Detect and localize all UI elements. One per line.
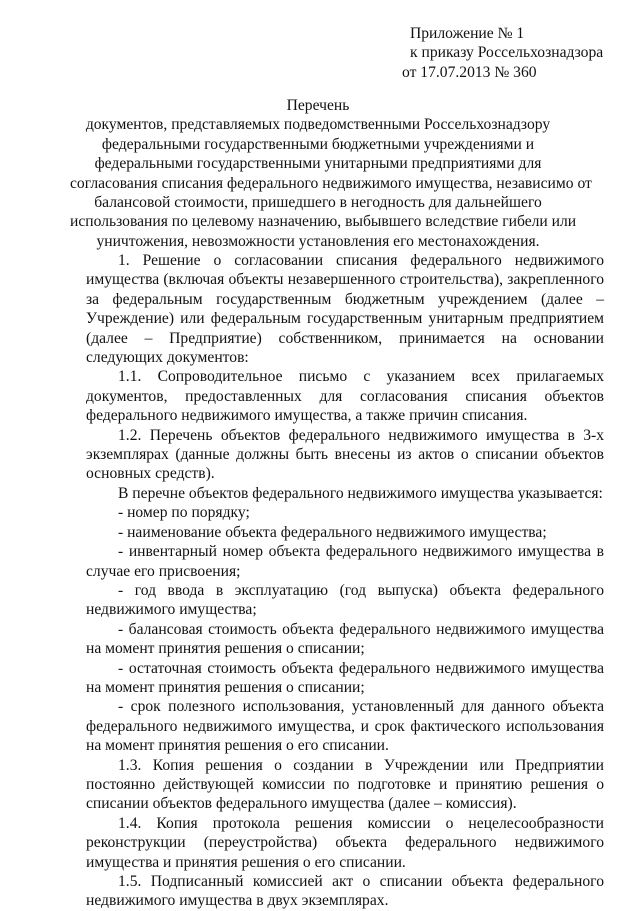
title-line: федеральными государственными бюджетными учреждениями и (101, 135, 535, 153)
list-item: - инвентарный номер объекта федерального недвижимого имущества в случае его присвоения; (86, 543, 604, 580)
paragraph-1-2: 1.2. Перечень объектов федерального недвижимого имущества в 3-х экземплярах (данные должны быть внесены из актов о списании объектов основных средств). (86, 426, 604, 483)
document-body (86, 251, 604, 911)
title-line: уничтожения, невозможности установления его местонахождения. (96, 232, 540, 250)
list-item: - год ввода в эксплуатацию (год выпуска) объекта федерального недвижимого имущества; (86, 581, 604, 619)
title-line: согласования списания федерального недвижимого имущества, независимо от (70, 174, 592, 192)
document-title (70, 96, 592, 251)
title-line: использования по целевому назначению, выбывшего вследствие гибели или (70, 213, 577, 231)
appendix-header (402, 24, 632, 82)
list-item: - остаточная стоимость объекта федерального недвижимого имущества на момент принятия решения о списании; (86, 659, 604, 696)
title-heading: Перечень (286, 97, 350, 114)
paragraph-1-4: 1.4. Копия протокола решения комиссии о нецелесообразности реконструкции (переустройства) объекта федерального недвижимого имущества и принятия решения о его списании. (86, 814, 604, 871)
appendix-order-date: от 17.07.2013 № 360 (402, 63, 537, 81)
appendix-order-ref: к приказу Россельхознадзора (410, 44, 604, 62)
paragraph-1-5: 1.5. Подписанный комиссией акт о списании объекта федерального недвижимого имущества в двух экземплярах. (86, 873, 604, 910)
appendix-number: Приложение № 1 (410, 25, 525, 42)
list-item: - наименование объекта федерального недвижимого имущества; (118, 523, 547, 541)
list-item: - срок полезного использования, установленный для данного объекта федерального недвижимого имущества, и срок фактического использования на момент принятия решения о его списании. (86, 698, 604, 755)
list-item: - балансовая стоимость объекта федерального недвижимого имущества на момент принятия решения о списании; (86, 620, 604, 658)
paragraph-1-1: 1.1. Сопроводительное письмо с указанием всех прилагаемых документов, предоставленных для согласования списания объектов федерального недвижимого имущества, а также причин списания. (86, 368, 604, 425)
title-line: федеральными государственными унитарными предприятиями для (94, 155, 542, 173)
paragraph-1: 1. Решение о согласовании списания федерального недвижимого имущества (включая объекты незавершенного строительства), закрепленного за федеральным государственным бюджетным учреждением (далее – Учреждение) или федеральным государственным унитарным предприятием (далее – Предприятие) собственником, принимается на основании следующих документов: (86, 252, 604, 367)
title-line: документов, представляемых подведомственными Россельхознадзору (85, 116, 551, 134)
paragraph-1-3: 1.3. Копия решения о создании в Учреждении или Предприятии постоянно действующей комиссии по подготовке и принятию решения о списании объектов федерального имущества (далее – комиссия). (86, 756, 604, 813)
list-item: - номер по порядку; (118, 504, 250, 522)
title-line: балансовой стоимости, пришедшего в негодность для дальнейшего (94, 194, 542, 212)
list-intro: В перечне объектов федерального недвижимого имущества указывается: (118, 484, 603, 502)
